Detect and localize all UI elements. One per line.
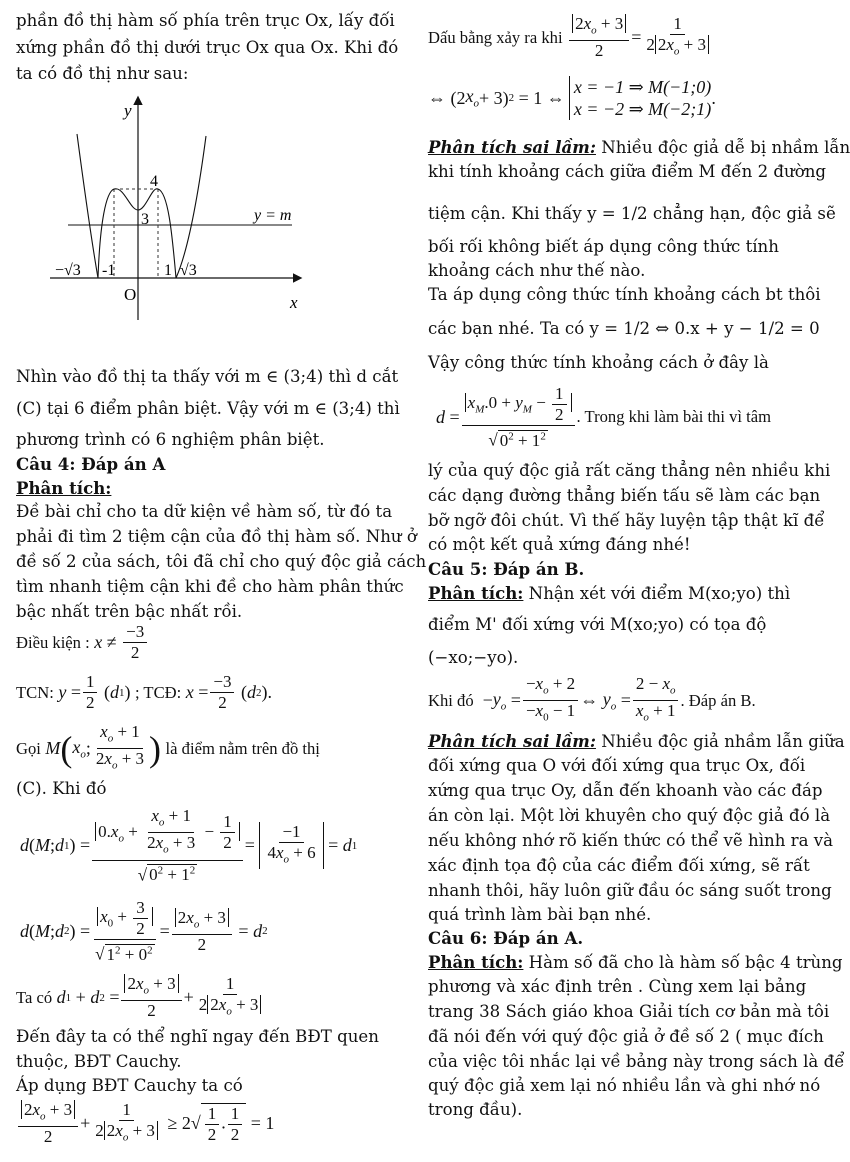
question-4-heading: Câu 4: Đáp án A: [16, 454, 166, 474]
text-line: điểm M' đối xứng với M(xo;yo) có tọa độ: [428, 615, 767, 634]
text-line: Nhìn vào đồ thị ta thấy với m ∈ (3;4) thì d cắt: [16, 367, 399, 386]
text-line: các dạng đường thẳng biến tấu sẽ làm các bạn: [428, 486, 821, 505]
text-line: phải đi tìm 2 tiệm cận của đồ thị hàm số. Như ở: [16, 527, 417, 546]
mistake-heading: Phân tích sai lầm:: [428, 731, 596, 751]
text-line: Áp dụng BĐT Cauchy ta có: [16, 1076, 243, 1095]
text-line: phương và xác định trên . Cùng xem lại bảng: [428, 977, 807, 996]
text-line: đề số 2 của sách, tôi đã chỉ cho quý độc giả cách: [16, 552, 427, 571]
intro-line: phần đồ thị hàm số phía trên trục Ox, lấy đối: [16, 11, 395, 30]
text-span: Nhiều độc giả nhầm lẫn giữa: [595, 732, 845, 751]
text-line: lý của quý độc giả rất căng thẳng nên nhiều khi: [428, 461, 831, 480]
text-line: có một kết quả xứng đáng nhé!: [428, 535, 691, 554]
tcd-label: ; TCĐ:: [134, 682, 182, 702]
distance-tail: . Trong khi làm bài thi vì tâm: [576, 407, 772, 427]
min-value-label: 3: [141, 211, 149, 228]
max-value-label: 4: [150, 173, 158, 190]
y-axis-label: y: [124, 101, 132, 120]
khi-do-label: Khi đó: [428, 690, 474, 710]
one-label: 1: [164, 262, 172, 279]
tcn-label: TCN:: [16, 682, 54, 702]
text-line: của việc tôi nhắc lại về bảng này trong sách là để: [428, 1052, 845, 1071]
q5-answer: . Đáp án B.: [680, 690, 756, 710]
equality-condition: Dấu bằng xảy ra khi $\frac{2x_o + 3}{2}$ = $\frac{1}{2 2x_o + 3}$: [428, 14, 714, 61]
equality-label: Dấu bằng xảy ra khi: [428, 27, 563, 47]
condition-label: Điều kiện :: [16, 632, 90, 652]
line-label: y = m: [254, 207, 292, 224]
mistake-heading: Phân tích sai lầm:: [428, 137, 596, 157]
mistake2-paragraph: [428, 730, 845, 753]
text-line: đã nói đến với quý độc giả ở đề số 2 ( mục đích: [428, 1027, 824, 1046]
analysis-heading: Phân tích:: [428, 952, 524, 972]
text-line: đối xứng qua O với đối xứng qua trục Ox, đối: [428, 756, 806, 775]
text-line: quá trình làm bài bạn nhé.: [428, 905, 652, 924]
point-m-line: Gọi M ( $x_o$ ; $\frac{x_o + 1}{2x_o + 3}$ ) là điểm nằm trên đồ thị: [16, 722, 320, 772]
case-1: x = −1 ⇒ M(−1;0): [573, 77, 712, 97]
text-line: tiệm cận. Khi thấy y = 1/2 chẳng hạn, độc giả sẽ: [428, 204, 836, 223]
goi-tail: là điểm nằm trên đồ thị: [165, 738, 320, 758]
origin-label: O: [124, 285, 137, 304]
text-line: tìm nhanh tiệm cận khi đề cho hàm phân thức: [16, 577, 404, 596]
d1-formula: d ( M ; d 1 ) = $0.x_o$ + $\frac{x_o + 1}{2x_o + 3}$ − $\frac{1}{2}$ √ $0^2 + 1^2$ = $\frac{-1}{4x_o + 6}$ = d 1: [20, 806, 358, 885]
equivalence-formula: ⇔ (2 $x_o$ + 3) 2 = 1 ⇔ x = −1 ⇒ M(−1;0) x = −2 ⇒ M(−2;1) .: [428, 77, 716, 119]
x-axis-label: x: [290, 293, 298, 312]
text-line: nhanh thôi, hãy luôn giữ đầu óc sáng suốt trong: [428, 881, 832, 900]
function-graph: [40, 92, 340, 332]
text-line: (−xo;−yo).: [428, 648, 519, 667]
mistake-paragraph: [428, 136, 850, 159]
neg-sqrt3-label: −√3: [55, 262, 81, 279]
text-line: quý độc giả xem lại nó nhiều lần và ghi nhớ nó: [428, 1076, 821, 1095]
curve-outer-right: [176, 136, 206, 278]
sqrt3-label: √3: [180, 262, 197, 279]
text-line: Đến đây ta có thể nghĩ ngay đến BĐT quen: [16, 1027, 379, 1046]
text-line: án còn lại. Một lời khuyên cho quý độc giả đó là: [428, 806, 831, 825]
text-line: Đề bài chỉ cho ta dữ kiện về hàm số, từ đó ta: [16, 502, 393, 521]
analysis-heading: Phân tích:: [16, 478, 112, 498]
text-span: Hàm số đã cho là hàm số bậc 4 trùng: [523, 953, 843, 972]
text-line: khi tính khoảng cách giữa điểm M đến 2 đường: [428, 162, 827, 181]
text-line: thuộc, BĐT Cauchy.: [16, 1052, 182, 1071]
text-line: (C) tại 6 điểm phân biệt. Vậy với m ∈ (3;4) thì: [16, 399, 400, 418]
asymptote-line: TCN: y = $\frac{1}{2}$ ( d 1 ) ; TCĐ: x = $\frac{-3}{2}$ ( d 2 ).: [16, 672, 272, 712]
text-line: bỡ ngỡ đôi chút. Vì thế hãy luyện tập thật kĩ để: [428, 511, 825, 530]
neg1-label: -1: [102, 262, 116, 279]
text-line: trong đầu).: [428, 1100, 523, 1119]
text-line: xác định tọa độ của các điểm đối xứng, sẽ rất: [428, 856, 810, 875]
q5-formula: Khi đó − $y_o$ = $\frac{-x_o + 2}{-x_0 - 1}$ ⇔ $y_o$ = $\frac{2 - x_o}{x_o + 1}$ . Đáp án B.: [428, 674, 756, 724]
text-line: trang 38 Sách giáo khoa Giải tích cơ bản mà tôi: [428, 1002, 830, 1021]
analysis-heading: Phân tích:: [428, 583, 524, 603]
text-line: Ta áp dụng công thức tính khoảng cách bt thôi: [428, 285, 821, 304]
text-line: phương trình có 6 nghiệm phân biệt.: [16, 430, 325, 449]
khi-do-line: (C). Khi đó: [16, 779, 107, 798]
condition-line: Điều kiện : x ≠ $\frac{-3}{2}$: [16, 622, 149, 663]
cauchy-formula: $\frac{2x_o + 3}{2}$ + $\frac{1}{2 2x_o + 3}$ ≥ 2√ $\frac{1}{2}$ . $\frac{1}{2}$ = 1: [16, 1100, 274, 1147]
distance-formula: d = $x_M.0 + y_M$ − $\frac{1}{2}$ √ $0^2 + 1^2$ . Trong khi làm bài thi vì tâm: [436, 384, 772, 450]
text-line: nếu không nhớ rõ kiến thức có thể vẽ hình ra và: [428, 831, 834, 850]
text-span: Nhận xét với điểm M(xo;yo) thì: [523, 584, 791, 603]
text-line: các bạn nhé. Ta có y = 1/2 ⇔ 0.x + y − 1/2 = 0: [428, 319, 820, 338]
text-line: bậc nhất trên bậc nhất rồi.: [16, 602, 243, 621]
text-span: Nhiều độc giả dễ bị nhầm lẫn: [595, 138, 850, 157]
sum-label: Ta có: [16, 987, 53, 1007]
question-5-heading: Câu 5: Đáp án B.: [428, 559, 585, 579]
goi-label: Gọi: [16, 738, 41, 758]
case-2: x = −2 ⇒ M(−2;1): [573, 99, 712, 119]
text-line: bối rối không biết áp dụng công thức tính: [428, 237, 779, 256]
intro-line: ta có đồ thị như sau:: [16, 64, 189, 83]
question-6-heading: Câu 6: Đáp án A.: [428, 928, 584, 948]
intro-line: xứng phần đồ thị dưới trục Ox qua Ox. Khi đó: [16, 38, 399, 57]
q6-line: [428, 951, 843, 974]
d2-formula: d ( M ; d 2 ) = $x_0$ + $\frac{3}{2}$ √ $1^2 + 0^2$ = $\frac{2x_o + 3}{2}$ = d 2: [20, 898, 268, 964]
text-line: khoảng cách như thế nào.: [428, 261, 646, 280]
sum-formula: Ta có d 1 + d 2 = $\frac{2x_o + 3}{2}$ + $\frac{1}{2 2x_o + 3}$: [16, 974, 266, 1021]
q5-line: [428, 582, 790, 605]
text-line: Vậy công thức tính khoảng cách ở đây là: [428, 353, 769, 372]
curve-outer-left: [77, 134, 98, 278]
text-line: xứng qua trục Oy, dẫn đến khoanh vào các đáp: [428, 781, 823, 800]
